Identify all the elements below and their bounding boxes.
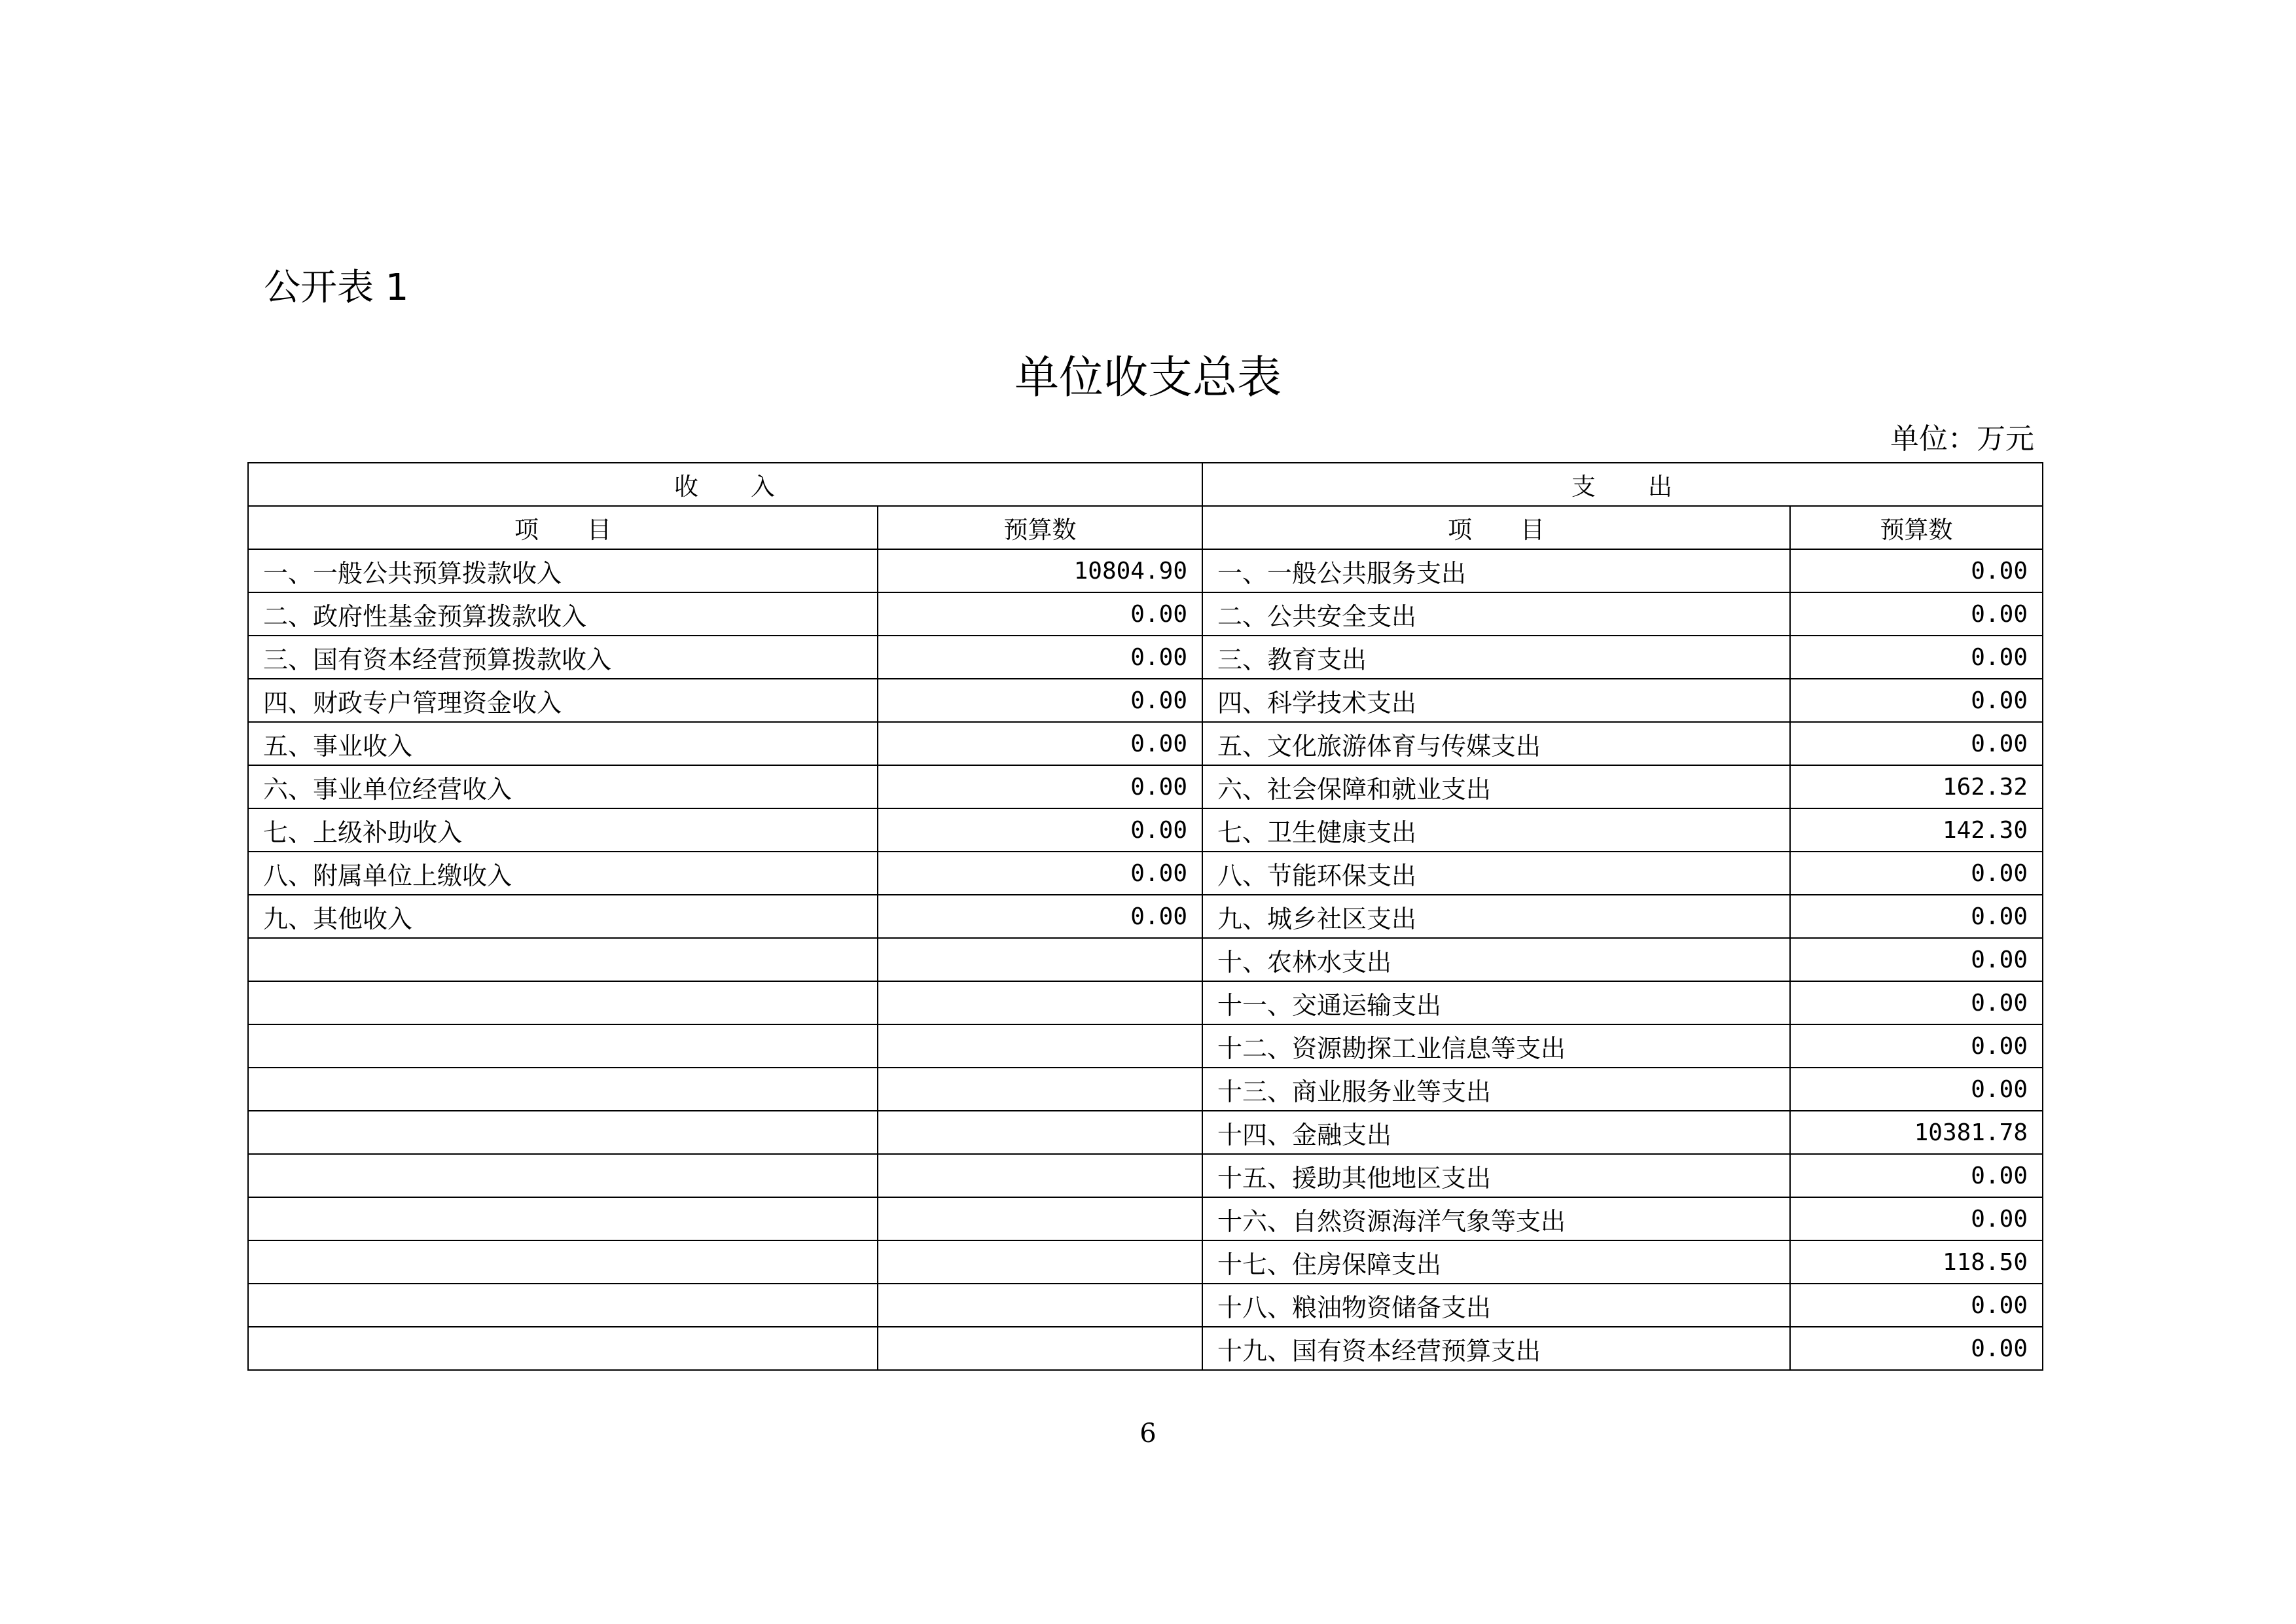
expense-item-cell: 十八、粮油物资储备支出 — [1202, 1284, 1790, 1327]
income-amount-cell — [878, 938, 1202, 981]
expense-amount-cell: 0.00 — [1790, 1284, 2043, 1327]
section-header-row — [248, 463, 2043, 506]
income-amount-cell: 0.00 — [878, 636, 1202, 679]
expense-amount-cell: 162.32 — [1790, 765, 2043, 808]
page-number: 6 — [1139, 1418, 1157, 1449]
page-title: 单位收支总表 — [1014, 352, 1282, 404]
table-row — [248, 765, 2043, 808]
expense-item-cell: 八、节能环保支出 — [1202, 852, 1790, 895]
income-amount-cell — [878, 1284, 1202, 1327]
expense-amount-cell: 0.00 — [1790, 1197, 2043, 1240]
income-item-cell — [248, 1240, 878, 1284]
income-item-cell — [248, 1154, 878, 1197]
income-item-cell: 一、一般公共预算拨款收入 — [248, 549, 878, 592]
income-item-cell: 四、财政专户管理资金收入 — [248, 679, 878, 722]
expense-item-cell: 三、教育支出 — [1202, 636, 1790, 679]
table-row — [248, 1154, 2043, 1197]
table-label: 公开表 1 — [264, 266, 409, 309]
table-row — [248, 679, 2043, 722]
expense-item-cell: 十九、国有资本经营预算支出 — [1202, 1327, 1790, 1370]
income-item-cell — [248, 1024, 878, 1068]
table-row — [248, 1197, 2043, 1240]
expense-amount-cell: 0.00 — [1790, 592, 2043, 636]
income-section-header: 收 入 — [248, 463, 1202, 506]
income-amount-cell: 0.00 — [878, 852, 1202, 895]
expense-section-header: 支 出 — [1202, 463, 2043, 506]
income-item-cell: 三、国有资本经营预算拨款收入 — [248, 636, 878, 679]
income-amount-cell: 0.00 — [878, 765, 1202, 808]
table-row — [248, 1240, 2043, 1284]
expense-item-cell: 十、农林水支出 — [1202, 938, 1790, 981]
expense-item-cell: 十七、住房保障支出 — [1202, 1240, 1790, 1284]
income-item-cell — [248, 1284, 878, 1327]
income-item-cell — [248, 938, 878, 981]
table-row — [248, 938, 2043, 981]
expense-amount-cell: 0.00 — [1790, 1327, 2043, 1370]
income-amount-cell — [878, 1240, 1202, 1284]
income-item-cell — [248, 981, 878, 1024]
expense-item-cell: 十六、自然资源海洋气象等支出 — [1202, 1197, 1790, 1240]
income-amount-cell: 0.00 — [878, 679, 1202, 722]
expense-amount-cell: 0.00 — [1790, 1068, 2043, 1111]
expense-amount-cell: 0.00 — [1790, 679, 2043, 722]
table-row — [248, 592, 2043, 636]
income-item-cell — [248, 1327, 878, 1370]
table-row — [248, 895, 2043, 938]
income-item-cell — [248, 1197, 878, 1240]
income-amount-cell — [878, 1327, 1202, 1370]
budget-table — [247, 462, 2043, 1371]
income-item-cell: 七、上级补助收入 — [248, 808, 878, 852]
income-amount-cell — [878, 981, 1202, 1024]
table-row — [248, 1024, 2043, 1068]
table-row — [248, 1284, 2043, 1327]
expense-amount-cell: 0.00 — [1790, 938, 2043, 981]
column-header-row — [248, 506, 2043, 549]
income-item-column-header: 项 目 — [248, 506, 878, 549]
income-amount-cell: 10804.90 — [878, 549, 1202, 592]
income-item-cell: 六、事业单位经营收入 — [248, 765, 878, 808]
expense-item-cell: 十四、金融支出 — [1202, 1111, 1790, 1154]
expense-amount-cell: 10381.78 — [1790, 1111, 2043, 1154]
expense-item-cell: 十三、商业服务业等支出 — [1202, 1068, 1790, 1111]
table-row — [248, 808, 2043, 852]
income-item-cell: 二、政府性基金预算拨款收入 — [248, 592, 878, 636]
table-row — [248, 636, 2043, 679]
income-amount-cell — [878, 1111, 1202, 1154]
expense-item-cell: 十五、援助其他地区支出 — [1202, 1154, 1790, 1197]
income-amount-cell — [878, 1024, 1202, 1068]
expense-item-cell: 二、公共安全支出 — [1202, 592, 1790, 636]
table-row — [248, 1111, 2043, 1154]
expense-item-column-header: 项 目 — [1202, 506, 1790, 549]
income-amount-cell — [878, 1154, 1202, 1197]
expense-amount-cell: 0.00 — [1790, 981, 2043, 1024]
table-row — [248, 981, 2043, 1024]
expense-item-cell: 一、一般公共服务支出 — [1202, 549, 1790, 592]
table-row — [248, 852, 2043, 895]
expense-item-cell: 十一、交通运输支出 — [1202, 981, 1790, 1024]
income-item-cell — [248, 1111, 878, 1154]
income-amount-cell: 0.00 — [878, 592, 1202, 636]
expense-item-cell: 九、城乡社区支出 — [1202, 895, 1790, 938]
income-item-cell — [248, 1068, 878, 1111]
income-item-cell: 八、附属单位上缴收入 — [248, 852, 878, 895]
expense-amount-cell: 0.00 — [1790, 1024, 2043, 1068]
expense-item-cell: 六、社会保障和就业支出 — [1202, 765, 1790, 808]
expense-item-cell: 四、科学技术支出 — [1202, 679, 1790, 722]
table-row — [248, 1327, 2043, 1370]
expense-amount-cell: 118.50 — [1790, 1240, 2043, 1284]
income-amount-cell — [878, 1068, 1202, 1111]
income-amount-cell — [878, 1197, 1202, 1240]
table-row — [248, 549, 2043, 592]
expense-item-cell: 五、文化旅游体育与传媒支出 — [1202, 722, 1790, 765]
expense-amount-cell: 0.00 — [1790, 722, 2043, 765]
budget-table-body — [248, 549, 2043, 1370]
expense-amount-cell: 0.00 — [1790, 852, 2043, 895]
expense-amount-cell: 142.30 — [1790, 808, 2043, 852]
income-amount-cell: 0.00 — [878, 722, 1202, 765]
unit-label: 单位：万元 — [1890, 422, 2034, 456]
expense-amount-cell: 0.00 — [1790, 1154, 2043, 1197]
table-row — [248, 722, 2043, 765]
expense-item-cell: 七、卫生健康支出 — [1202, 808, 1790, 852]
income-amount-cell: 0.00 — [878, 895, 1202, 938]
income-item-cell: 九、其他收入 — [248, 895, 878, 938]
table-row — [248, 1068, 2043, 1111]
expense-item-cell: 十二、资源勘探工业信息等支出 — [1202, 1024, 1790, 1068]
expense-amount-cell: 0.00 — [1790, 549, 2043, 592]
expense-amount-cell: 0.00 — [1790, 636, 2043, 679]
income-item-cell: 五、事业收入 — [248, 722, 878, 765]
income-amount-cell: 0.00 — [878, 808, 1202, 852]
expense-amount-column-header: 预算数 — [1790, 506, 2043, 549]
income-amount-column-header: 预算数 — [878, 506, 1202, 549]
expense-amount-cell: 0.00 — [1790, 895, 2043, 938]
